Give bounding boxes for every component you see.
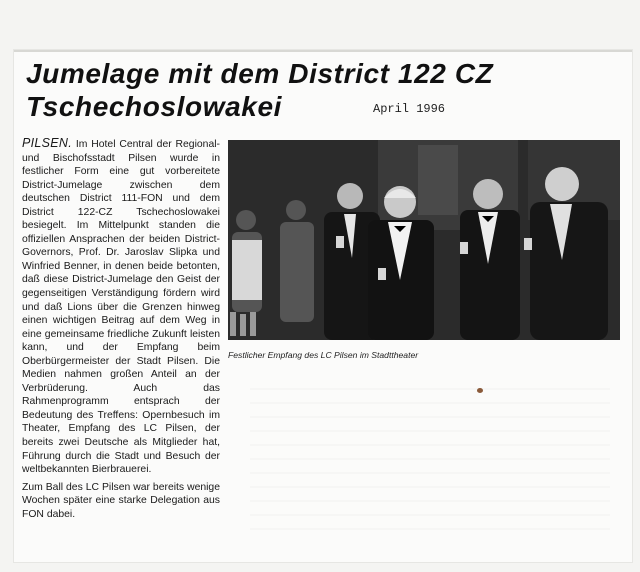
article-paragraph-1-text: Im Hotel Central der Regional- und Bischofsstadt Pilsen wurde in festlicher Form eine gut vorbereitete District-Jumelage zwischen dem deutschen District 111-FON und dem District 122-CZ Tschechoslowakei besiegelt. Im Mittelpunkt standen die offiziellen Ansprachen der beiden District-Governors, Prof. Dr. Jaroslav Slipka und Winfried Benner, in denen beide betonten, daß diese District-Jumelage den Geist der gegenseitigen Verständigung fördern wird und daß Lions über die Grenzen hinweg einen wichtigen Beitrag auf dem Weg in eine gemeinsame friedliche Zukunft leisten kann, und der Empfang beim Oberbürgermeister der Stadt Pilsen. Die Medien nahmen großen Anteil an der Verbrüderung. Auch das Rahmenprogramm entsprach der Bedeutung des Treffens: Opernbesuch im Theater, Empfang des LC Pilsen, der bereits zwei Deutsche als Mitglieder hat, Führung durch die Stadt und Besuch der weltbekannten Bierbrauerei. <box>22 139 220 476</box>
headline-line-2: Tschechoslowakei <box>26 91 282 122</box>
article-paragraph-2: Zum Ball des LC Pilsen war bereits wenige Wochen später eine starke Delegation aus FON dabei. <box>22 481 220 520</box>
photo-caption: Festlicher Empfang des LC Pilsen im Stadttheater <box>228 350 419 360</box>
news-photo <box>228 140 620 340</box>
publication-date: April 1996 <box>373 102 446 116</box>
headline-line-1: Jumelage mit dem District 122 CZ <box>26 58 494 89</box>
article-paragraph-1 <box>22 137 220 477</box>
headline <box>26 57 606 123</box>
clipping-top-edge <box>14 50 632 52</box>
dateline: PILSEN. <box>22 136 73 150</box>
photo-illustration <box>228 140 620 340</box>
page-bleed-through <box>250 380 610 530</box>
article-body <box>22 137 220 521</box>
paper-stain <box>477 388 483 393</box>
